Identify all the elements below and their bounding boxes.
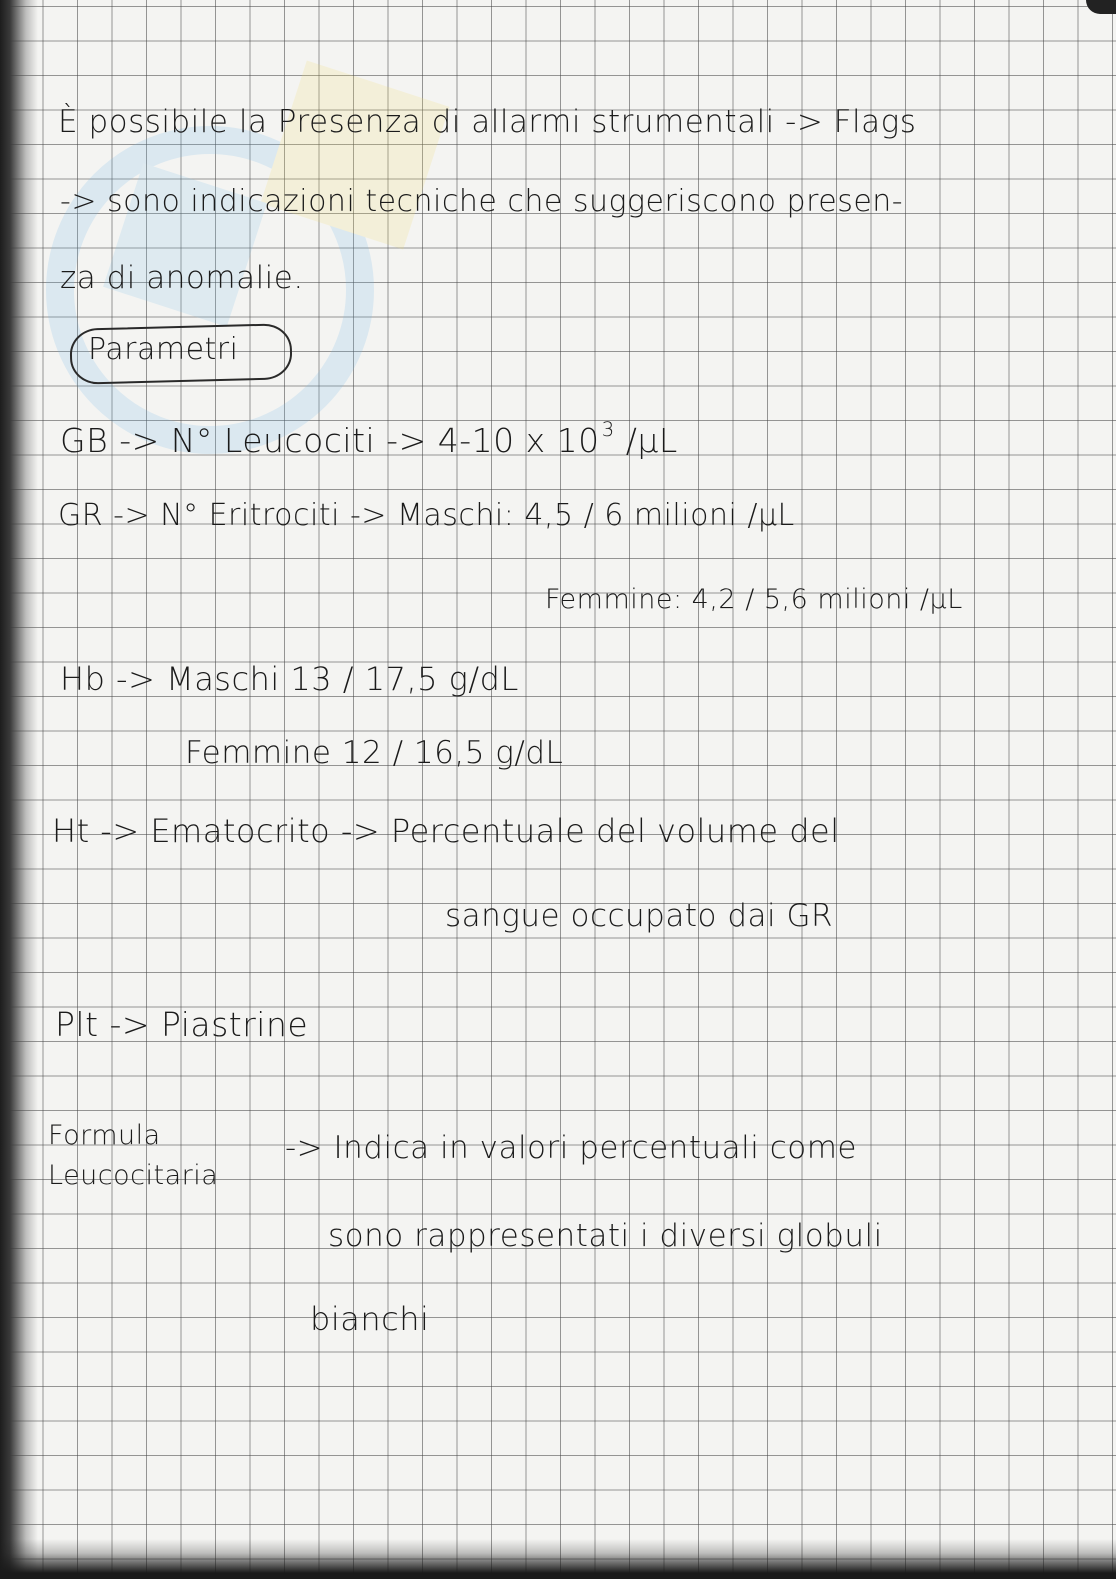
ht-line-2: sangue occupato dai GR xyxy=(445,898,834,934)
gb-text: -> N° Leucociti -> 4-10 x 10 xyxy=(119,420,600,460)
gb-exponent: 3 xyxy=(601,418,615,441)
gr-males-line: GR -> N° Eritrociti -> Maschi: 4,5 / 6 milioni /µL xyxy=(58,498,795,533)
section-heading: Parametri xyxy=(88,332,239,367)
formula-label-1: Formula xyxy=(48,1120,161,1151)
page-bottom-edge xyxy=(0,1539,1116,1579)
gr-females-line: Femmine: 4,2 / 5,6 milioni /µL xyxy=(545,584,963,615)
page-corner xyxy=(1086,0,1116,14)
formula-line-3: bianchi xyxy=(310,1300,430,1338)
note-line-3: za di anomalie. xyxy=(60,260,304,296)
page-binding-shadow xyxy=(0,0,38,1579)
formula-line-1: -> Indica in valori percentuali come xyxy=(285,1130,857,1166)
formula-line-2: sono rappresentati i diversi globuli xyxy=(328,1218,883,1254)
gb-line xyxy=(60,418,678,460)
formula-label-2: Leucocitaria xyxy=(48,1160,219,1191)
gb-abbr: GB xyxy=(60,420,109,460)
hb-males-line: Hb -> Maschi 13 / 17,5 g/dL xyxy=(60,660,519,698)
plt-line: Plt -> Piastrine xyxy=(55,1005,309,1044)
ht-line-1: Ht -> Ematocrito -> Percentuale del volume del xyxy=(52,812,840,850)
note-line-2: -> sono indicazioni tecniche che suggeriscono presen- xyxy=(60,184,904,219)
hb-females-line: Femmine 12 / 16,5 g/dL xyxy=(185,735,564,771)
note-line-1: È possibile la Presenza di allarmi strumentali -> Flags xyxy=(58,104,917,140)
gb-unit: /µL xyxy=(614,420,678,460)
